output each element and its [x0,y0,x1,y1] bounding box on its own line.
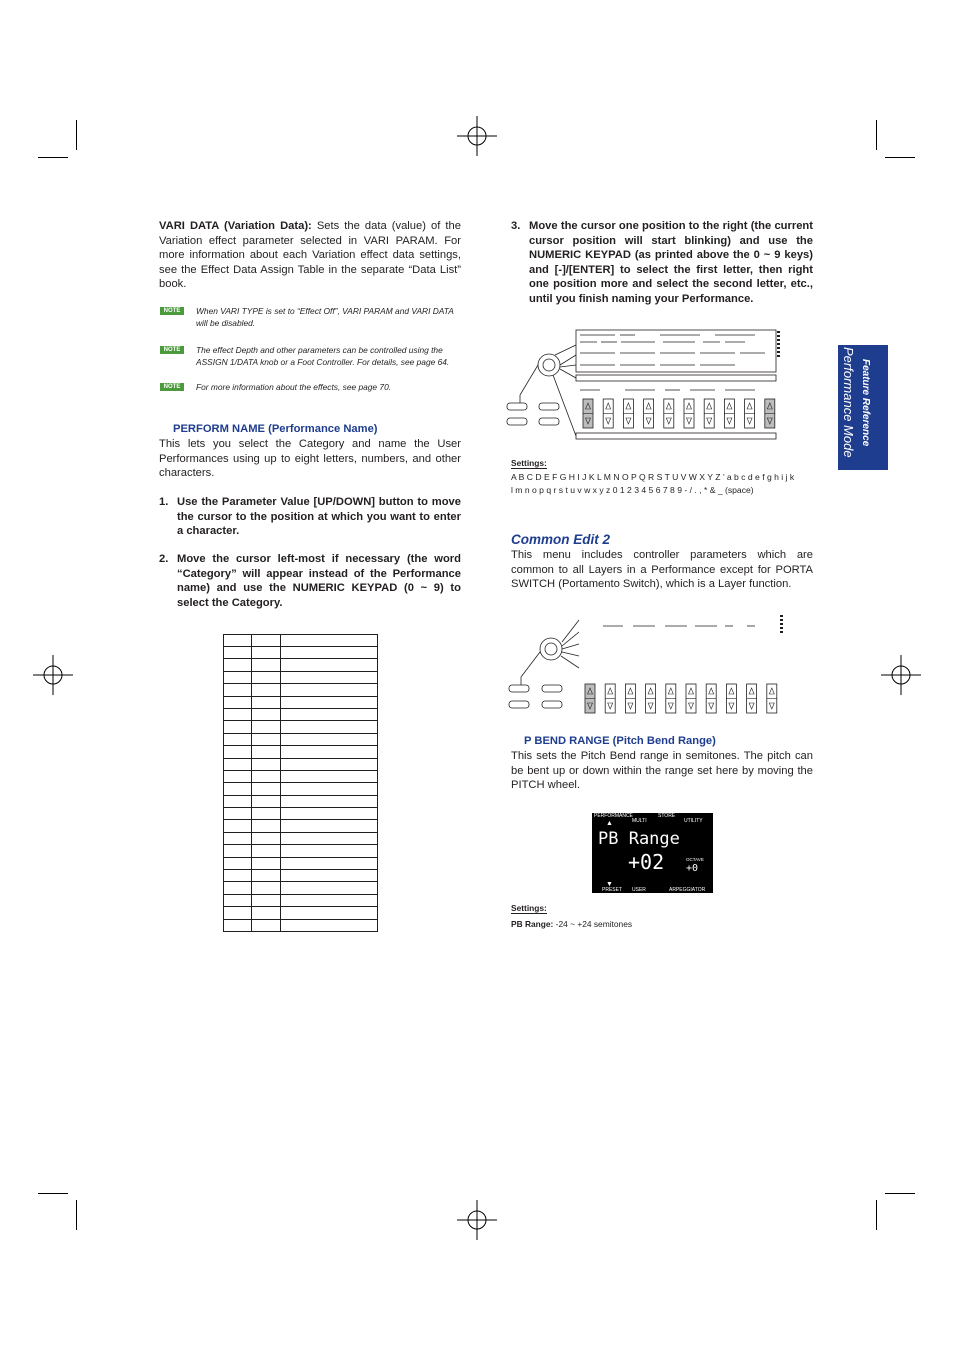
up-down-key-icon [623,399,633,428]
table-cell [281,820,378,832]
up-down-key-icon [605,684,615,713]
up-down-key-icon [625,684,635,713]
table-row [224,845,378,857]
table-cell [281,708,378,720]
table-cell [252,795,281,807]
table-cell [281,870,378,882]
table-cell [281,795,378,807]
table-cell [252,684,281,696]
table-cell [252,721,281,733]
table-cell [281,808,378,820]
table-cell [224,845,252,857]
section-side-tab [838,345,888,470]
registration-mark-icon [881,655,921,695]
table-row [224,770,378,782]
note-icon: NOTE [160,307,184,315]
table-cell [252,770,281,782]
table-cell [224,907,252,919]
table-cell [252,635,281,647]
lcd-label-multi: MULTI [632,818,647,824]
up-down-key-icon [765,399,775,428]
table-cell [252,746,281,758]
up-down-key-icon [745,399,755,428]
table-cell [252,882,281,894]
table-cell [252,671,281,683]
table-cell [224,795,252,807]
table-row [224,894,378,906]
up-down-key-icon [664,399,674,428]
pbend-text: This sets the Pitch Bend range in semitones. The pitch can be bent up or down within the range set here by moving the PITCH wheel. [511,750,813,792]
up-down-key-icon [585,684,595,713]
table-cell [224,832,252,844]
note-text: When VARI TYPE is set to “Effect Off”, VARI PARAM and VARI DATA will be disabled. [196,306,454,328]
table-cell [224,894,252,906]
up-down-key-icon [684,399,694,428]
table-row [224,870,378,882]
table-cell [224,684,252,696]
table-cell [224,696,252,708]
table-cell [224,770,252,782]
table-row [224,832,378,844]
characters-line-1: A B C D E F G H I J K L M N O P Q R S T U V W X Y Z ’ a b c d e f g h i j k [511,472,795,482]
table-cell [252,832,281,844]
up-down-key-icon [644,399,654,428]
lcd-line-1: PB Range [598,829,680,849]
table-row [224,733,378,745]
table-cell [224,882,252,894]
common-edit-text: This menu includes controller parameters which are common to all Layers in a Performance except for PORTA SWITCH (Portamento Switch), which is a Layer function. [511,549,813,591]
table-row [224,746,378,758]
up-down-key-icon [726,684,736,713]
table-cell [224,733,252,745]
crop-mark [38,1193,68,1194]
table-cell [281,894,378,906]
table-cell [252,733,281,745]
table-row [224,659,378,671]
table-row [224,708,378,720]
table-row [224,758,378,770]
table-row [224,635,378,647]
crop-mark [885,1193,915,1194]
pb-range-value: -24 ~ +24 semitones [553,919,633,929]
table-cell [224,919,252,931]
step-number: 1. [159,496,169,508]
up-down-key-icon [747,684,757,713]
table-cell [281,758,378,770]
table-row [224,684,378,696]
table-cell [252,783,281,795]
common-edit-heading: Common Edit 2 [511,532,611,547]
table-cell [252,708,281,720]
step-text: Move the cursor left-most if necessary (the word “Category” will appear instead of the Performance name) and use the NUMERIC KEYPAD (0 ~ 9) to select the Category. [177,553,461,609]
table-cell [224,708,252,720]
up-down-key-icon [583,399,593,428]
table-row [224,671,378,683]
side-tab-mode: Performance Mode [841,347,856,458]
crop-mark [876,1200,877,1230]
lcd-up-arrow-icon: ▲ [606,820,613,827]
note-icon: NOTE [160,383,184,391]
crop-mark [876,120,877,150]
table-cell [281,671,378,683]
table-cell [252,808,281,820]
note-text: For more information about the effects, see page 70. [196,382,392,392]
table-cell [224,808,252,820]
note-icon: NOTE [160,346,184,354]
table-row [224,647,378,659]
table-cell [252,894,281,906]
table-cell [281,733,378,745]
table-cell [224,671,252,683]
table-cell [252,696,281,708]
settings-label: Settings: [511,458,547,468]
registration-mark-icon [457,116,497,156]
step-text: Use the Parameter Value [UP/DOWN] button to move the cursor to the position at which you want to enter a character. [177,496,461,538]
pb-range-term: PB Range: [511,919,554,929]
lcd-label-performance: PERFORMANCE [594,813,633,819]
lcd-label-store: STORE [658,813,676,819]
vari-data-paragraph [159,219,461,292]
table-row [224,857,378,869]
crop-mark [76,1200,77,1230]
table-cell [281,746,378,758]
table-cell [281,721,378,733]
table-cell [252,907,281,919]
table-cell [281,882,378,894]
up-down-key-icon [724,399,734,428]
up-down-key-icon [706,684,716,713]
table-cell [252,647,281,659]
table-cell [281,832,378,844]
panel-diagram-name-edit [505,325,785,445]
table-cell [281,907,378,919]
table-cell [224,635,252,647]
step-text: Move the cursor one position to the right (the current cursor position will start blinking) and use the NUMERIC KEYPAD (as printed above the 0 ~ 9 keys) and [-]/[ENTER] to select the first letter, then right one position more and select the second letter, etc., until you finish naming your Performance. [529,220,813,305]
lcd-screen [592,813,713,893]
table-cell [281,919,378,931]
note-text: The effect Depth and other parameters can be controlled using the ASSIGN 1/DATA knob or a Foot Controller. For details, see page 64. [196,345,450,367]
table-cell [281,696,378,708]
table-cell [252,820,281,832]
table-cell [281,659,378,671]
lcd-label-arpeggiator: ARPEGGIATOR [669,887,706,893]
table-cell [281,647,378,659]
table-cell [281,684,378,696]
table-cell [224,721,252,733]
table-cell [224,783,252,795]
table-cell [252,845,281,857]
up-down-key-icon [666,684,676,713]
table-cell [224,746,252,758]
vari-data-text: Sets the data (value) of the Variation effect parameter selected in VARI PARAM. For more information about each Variation effect data settings, see the Effect Data Assign Table in the separate “Data List” book. [159,220,461,291]
table-row [224,696,378,708]
table-row [224,919,378,931]
table-cell [224,758,252,770]
registration-mark-icon [33,655,73,695]
lcd-label-user: USER [632,887,646,893]
table-cell [252,758,281,770]
crop-mark [885,157,915,158]
table-cell [281,635,378,647]
table-cell [224,857,252,869]
up-down-key-icon [646,684,656,713]
up-down-key-icon [704,399,714,428]
table-row [224,721,378,733]
crop-mark [76,120,77,150]
table-cell [252,857,281,869]
perform-name-heading: PERFORM NAME (Performance Name) [173,423,378,435]
table-cell [252,870,281,882]
crop-mark [38,157,68,158]
characters-line-2: l m n o p q r s t u v w x y z 0 1 2 3 4 5 6 7 8 9 - / . , * & _ (space) [511,485,754,495]
table-cell [252,659,281,671]
table-cell [281,770,378,782]
table-row [224,907,378,919]
lcd-label-utility: UTILITY [684,818,703,824]
table-cell [252,919,281,931]
pbend-heading: P BEND RANGE (Pitch Bend Range) [524,735,716,747]
lcd-label-preset: PRESET [602,887,623,893]
registration-mark-icon [457,1200,497,1240]
table-cell [224,870,252,882]
table-cell [224,659,252,671]
table-cell [281,783,378,795]
table-cell [281,857,378,869]
step-number: 3. [511,220,521,232]
step-number: 2. [159,553,169,565]
lcd-octave-label: OCTAVE [686,857,704,862]
table-row [224,820,378,832]
category-table [223,634,378,932]
side-tab-section: Feature Reference [860,359,871,447]
lcd-down-arrow-icon: ▼ [606,881,613,888]
table-row [224,783,378,795]
up-down-key-icon [603,399,613,428]
settings-label-2: Settings: [511,903,547,913]
table-cell [281,845,378,857]
pb-range-settings [511,918,632,931]
lcd-line-2: +02 [628,850,665,874]
table-cell [224,647,252,659]
up-down-key-icon [686,684,696,713]
table-cell [224,820,252,832]
table-row [224,808,378,820]
perform-name-text: This lets you select the Category and name the User Performances using up to eight letters, numbers, and other characters. [159,438,461,480]
table-row [224,795,378,807]
vari-data-term: VARI DATA (Variation Data): [159,220,312,232]
table-row [224,882,378,894]
lcd-octave-value: +0 [686,863,699,874]
panel-diagram-common-edit [505,612,785,717]
up-down-key-icon [767,684,777,713]
